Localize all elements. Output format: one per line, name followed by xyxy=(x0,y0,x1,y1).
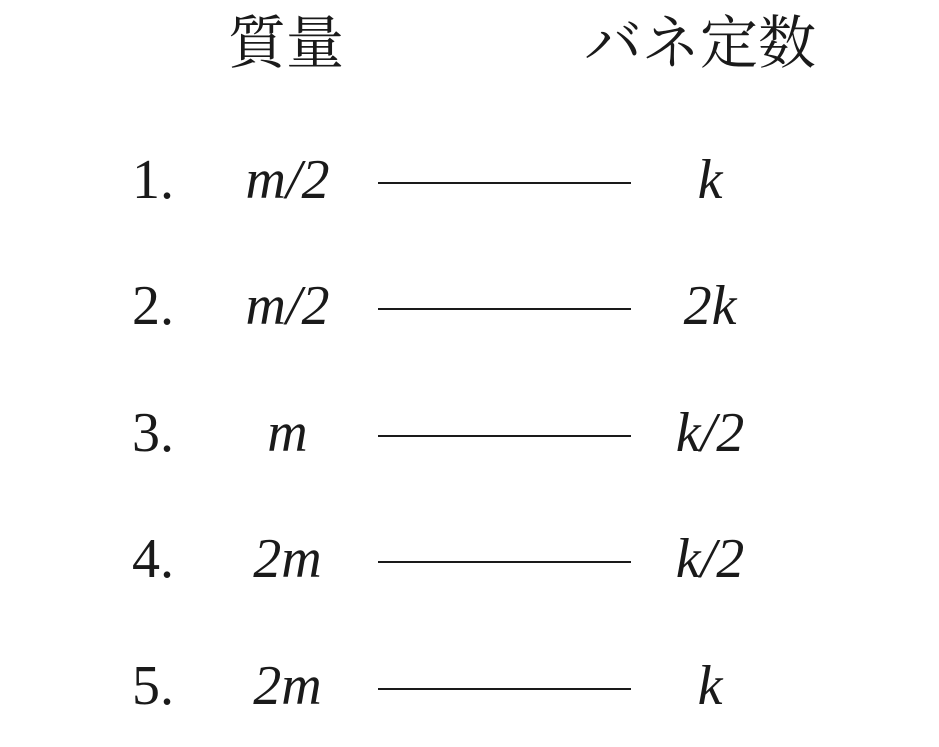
option-mass: 2m xyxy=(253,655,322,717)
spring-constant-column-header: バネ定数 xyxy=(584,9,817,77)
option-spring-constant: k xyxy=(697,655,723,717)
option-mass: m/2 xyxy=(245,275,330,337)
option-number: 2. xyxy=(132,275,174,337)
connector-line xyxy=(378,688,631,690)
option-row-2 xyxy=(0,271,939,341)
connector-line xyxy=(378,561,631,563)
option-mass: 2m xyxy=(253,528,322,590)
option-number: 3. xyxy=(132,402,174,464)
option-mass: m/2 xyxy=(245,149,330,211)
option-row-3 xyxy=(0,398,939,468)
option-spring-constant: k xyxy=(697,149,723,211)
option-row-1 xyxy=(0,145,939,215)
option-number: 1. xyxy=(132,149,174,211)
mass-column-header: 質量 xyxy=(228,9,345,77)
option-spring-constant: k/2 xyxy=(675,402,745,464)
option-row-4 xyxy=(0,524,939,594)
connector-line xyxy=(378,182,631,184)
option-spring-constant: k/2 xyxy=(675,528,745,590)
option-spring-constant: 2k xyxy=(683,275,737,337)
connector-line xyxy=(378,435,631,437)
connector-line xyxy=(378,308,631,310)
option-mass: m xyxy=(267,402,308,464)
option-row-5 xyxy=(0,651,939,721)
option-number: 5. xyxy=(132,655,174,717)
option-number: 4. xyxy=(132,528,174,590)
